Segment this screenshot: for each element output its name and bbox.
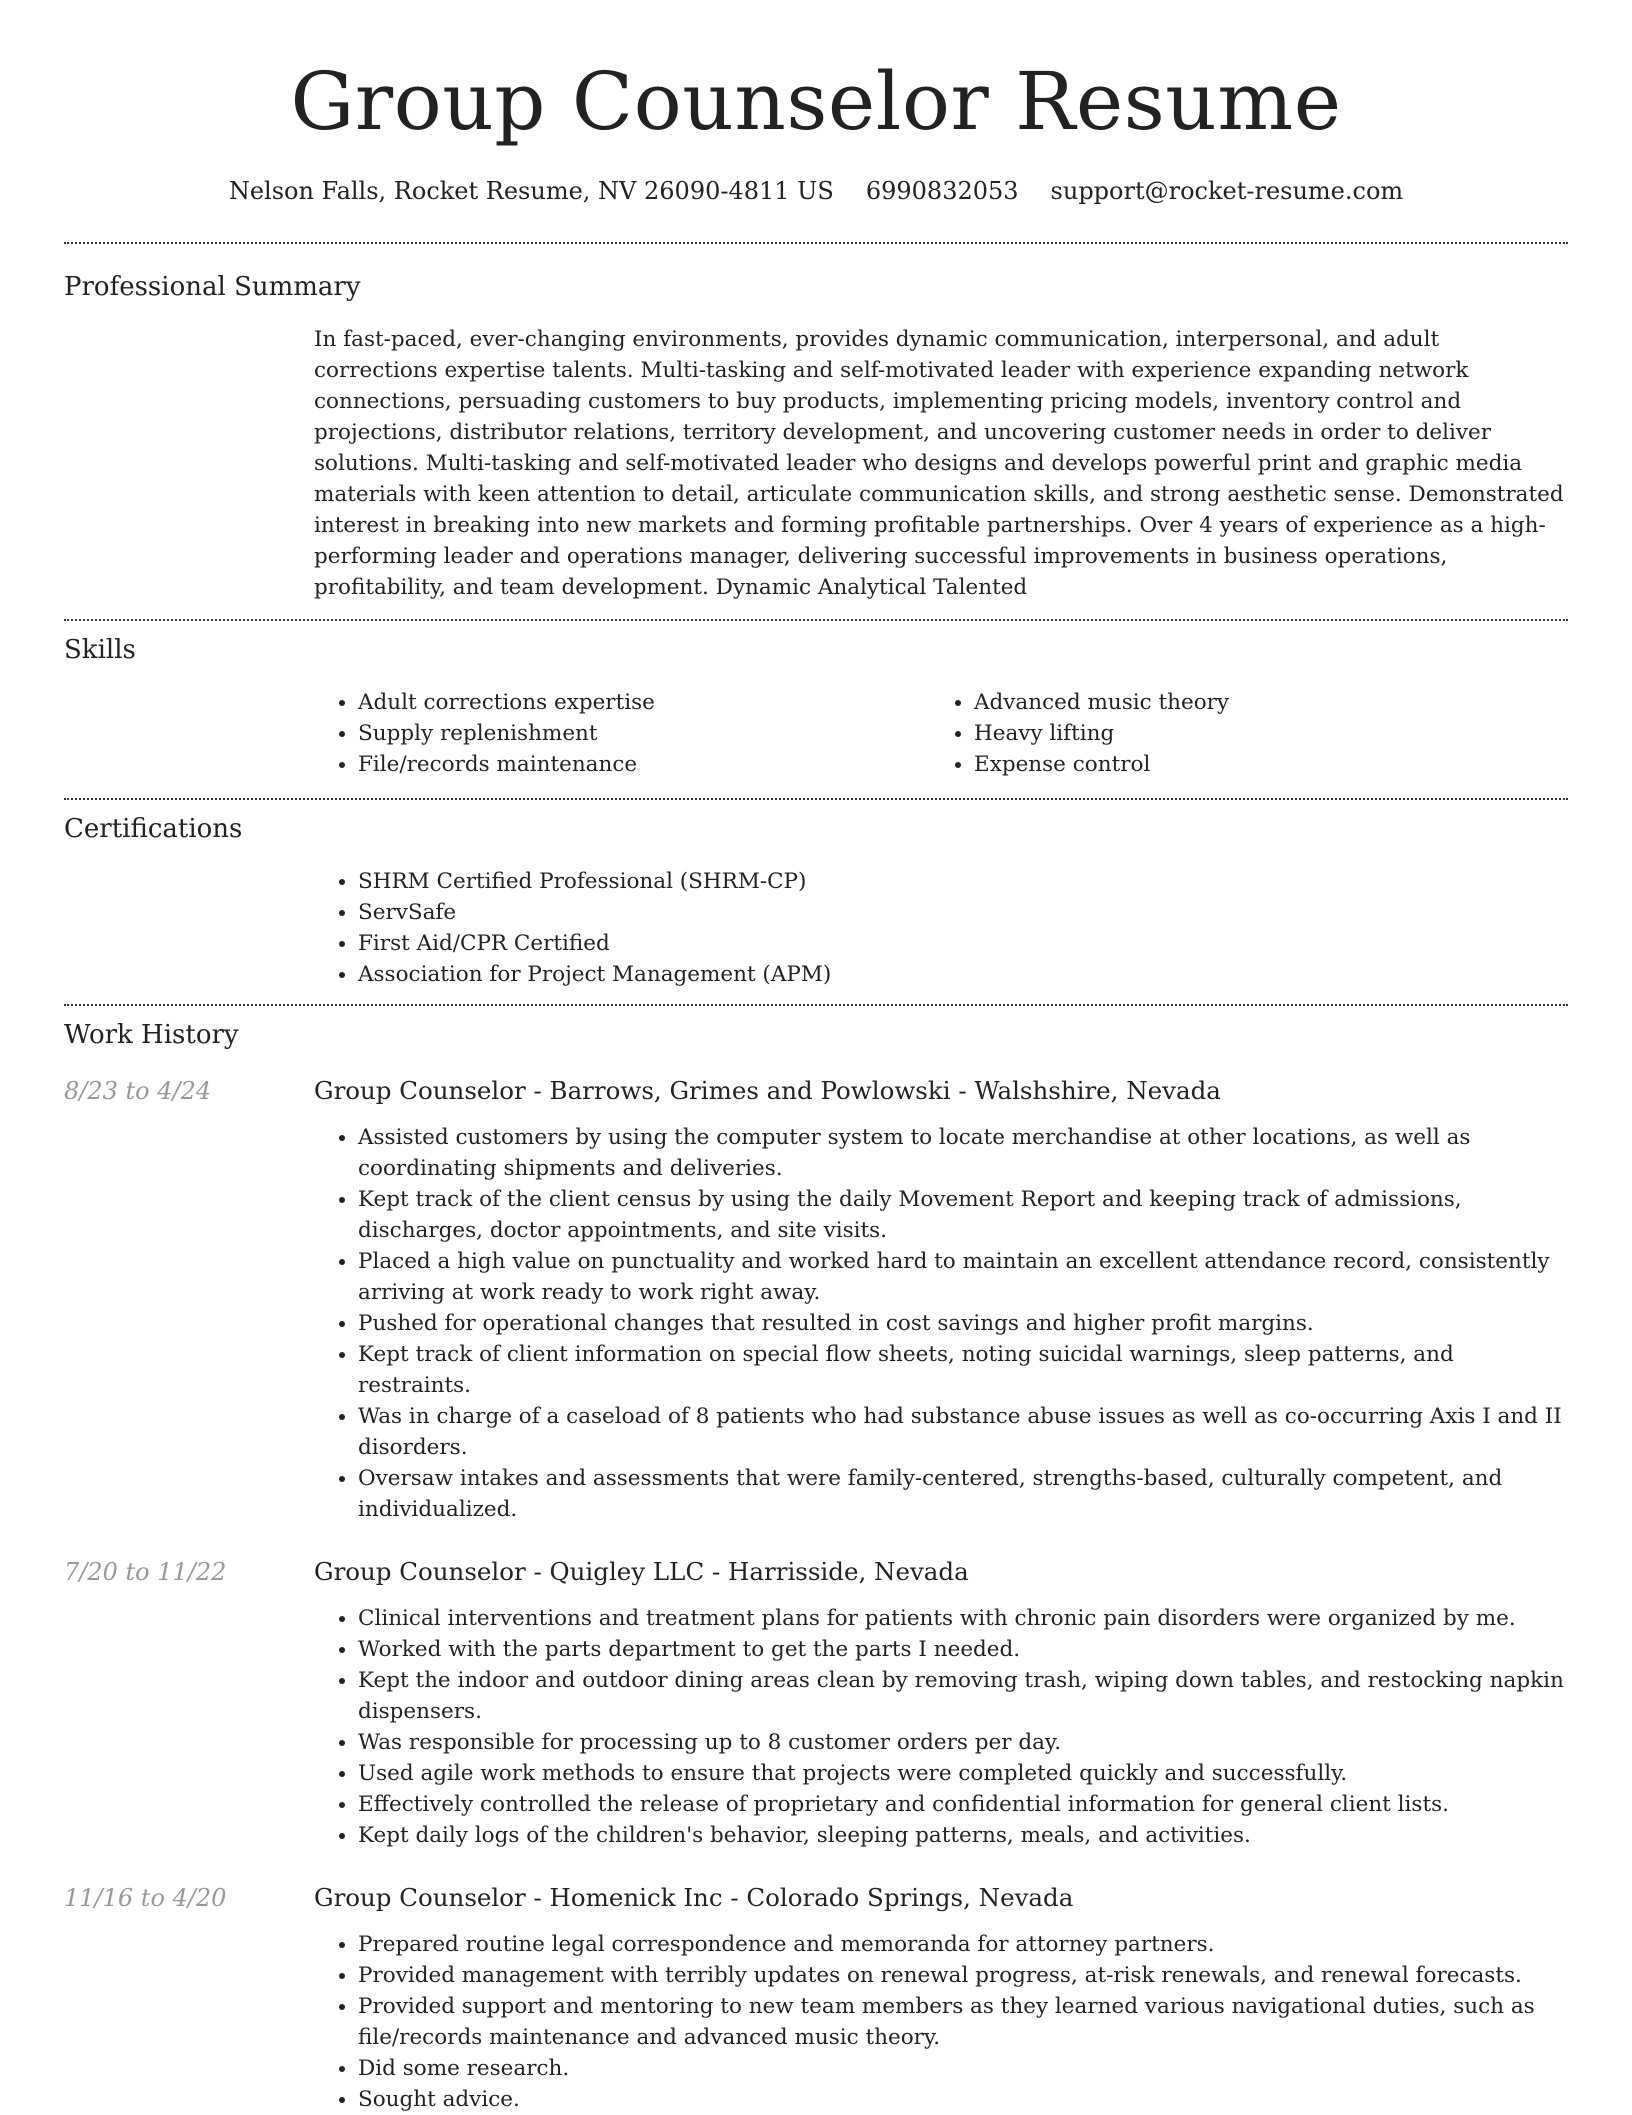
list-item: • Advanced music theory — [974, 687, 1568, 718]
contact-address: Nelson Falls, Rocket Resume, NV 26090-4811 US — [228, 177, 834, 205]
list-item: • Pushed for operational changes that resulted in cost savings and higher profit margins. — [358, 1308, 1568, 1339]
job-dates: 11/16 to 4/20 — [64, 1884, 227, 1912]
job-entry — [64, 1074, 1568, 1525]
list-item: • Used agile work methods to ensure that projects were completed quickly and successfully. — [358, 1758, 1568, 1789]
job-dates: 7/20 to 11/22 — [64, 1558, 227, 1586]
list-item: • Sought advice. — [358, 2084, 1568, 2115]
list-item: • SHRM Certified Professional (SHRM-CP) — [358, 866, 1568, 897]
certifications-heading: Certifications — [64, 814, 243, 844]
contact-phone: 6990832053 — [865, 177, 1019, 205]
list-item: • Kept daily logs of the children's behavior, sleeping patterns, meals, and activities. — [358, 1820, 1568, 1851]
job-bullets — [314, 1122, 1568, 1525]
list-item: • Did some research. — [358, 2053, 1568, 2084]
list-item: • Prepared routine legal correspondence and memoranda for attorney partners. — [358, 1929, 1568, 1960]
job-entry — [64, 1555, 1568, 1851]
list-item: • Worked with the parts department to get the parts I needed. — [358, 1634, 1568, 1665]
work-history-heading: Work History — [64, 1020, 239, 1050]
list-item: • Expense control — [974, 749, 1568, 780]
list-item: • Placed a high value on punctuality and worked hard to maintain an excellent attendance record, consistently arriving at work ready to work right away. — [358, 1246, 1568, 1308]
summary-section — [64, 244, 1568, 619]
list-item: • Kept the indoor and outdoor dining areas clean by removing trash, wiping down tables, and restocking napkin dispensers. — [358, 1665, 1568, 1727]
job-dates: 8/23 to 4/24 — [64, 1077, 212, 1105]
skills-heading: Skills — [64, 635, 136, 665]
list-item: • Was in charge of a caseload of 8 patients who had substance abuse issues as well as co-occurring Axis I and II disorders. — [358, 1401, 1568, 1463]
certifications-list — [314, 866, 1568, 990]
job-entry — [64, 1881, 1568, 2115]
job-title: Group Counselor - Barrows, Grimes and Powlowski - Walshshire, Nevada — [314, 1076, 1221, 1105]
skills-section — [64, 621, 1568, 798]
list-item: • Heavy lifting — [974, 718, 1568, 749]
summary-text: In fast-paced, ever-changing environments, provides dynamic communication, interpersonal, and adult corrections expertise talents. Multi-tasking and self-motivated leader with experience expanding network connections, persuading customers to buy products, implementing pricing models, inventory control and projections, distributor relations, territory development, and uncovering customer needs in order to deliver solutions. Multi-tasking and self-motivated leader who designs and develops powerful print and graphic media materials with keen attention to detail, articulate communication skills, and strong aesthetic sense. Demonstrated interest in breaking into new markets and forming profitable partnerships. Over 4 years of experience as a high-performing leader and operations manager, delivering successful improvements in business operations, profitability, and team development. Dynamic Analytical Talented — [314, 327, 1564, 600]
skills-list-right — [930, 687, 1568, 780]
list-item: • Kept track of the client census by using the daily Movement Report and keeping track of admissions, discharges, doctor appointments, and site visits. — [358, 1184, 1568, 1246]
skills-list-left — [314, 687, 930, 780]
job-title: Group Counselor - Quigley LLC - Harrisside, Nevada — [314, 1557, 969, 1586]
list-item: • Was responsible for processing up to 8 customer orders per day. — [358, 1727, 1568, 1758]
summary-heading: Professional Summary — [64, 272, 361, 302]
list-item: • File/records maintenance — [358, 749, 930, 780]
list-item: • Clinical interventions and treatment plans for patients with chronic pain disorders were organized by me. — [358, 1603, 1568, 1634]
job-bullets — [314, 1603, 1568, 1851]
list-item: • Effectively controlled the release of proprietary and confidential information for general client lists. — [358, 1789, 1568, 1820]
job-bullets — [314, 1929, 1568, 2115]
list-item: • ServSafe — [358, 897, 1568, 928]
list-item: • Provided support and mentoring to new team members as they learned various navigational duties, such as file/records maintenance and advanced music theory. — [358, 1991, 1568, 2053]
job-title: Group Counselor - Homenick Inc - Colorado Springs, Nevada — [314, 1883, 1074, 1912]
work-history-section — [64, 1006, 1568, 2115]
list-item: • Oversaw intakes and assessments that were family-centered, strengths-based, culturally competent, and individualized. — [358, 1463, 1568, 1525]
resume-title: Group Counselor Resume — [290, 55, 1342, 148]
list-item: • Association for Project Management (APM) — [358, 959, 1568, 990]
contact-email: support@rocket-resume.com — [1050, 177, 1404, 205]
list-item: • Kept track of client information on special flow sheets, noting suicidal warnings, sleep patterns, and restraints. — [358, 1339, 1568, 1401]
list-item: • First Aid/CPR Certified — [358, 928, 1568, 959]
list-item: • Adult corrections expertise — [358, 687, 930, 718]
list-item: • Assisted customers by using the computer system to locate merchandise at other locations, as well as coordinating shipments and deliveries. — [358, 1122, 1568, 1184]
certifications-section — [64, 800, 1568, 1004]
list-item: • Provided management with terribly updates on renewal progress, at-risk renewals, and renewal forecasts. — [358, 1960, 1568, 1991]
contact-info — [64, 174, 1568, 208]
list-item: • Supply replenishment — [358, 718, 930, 749]
